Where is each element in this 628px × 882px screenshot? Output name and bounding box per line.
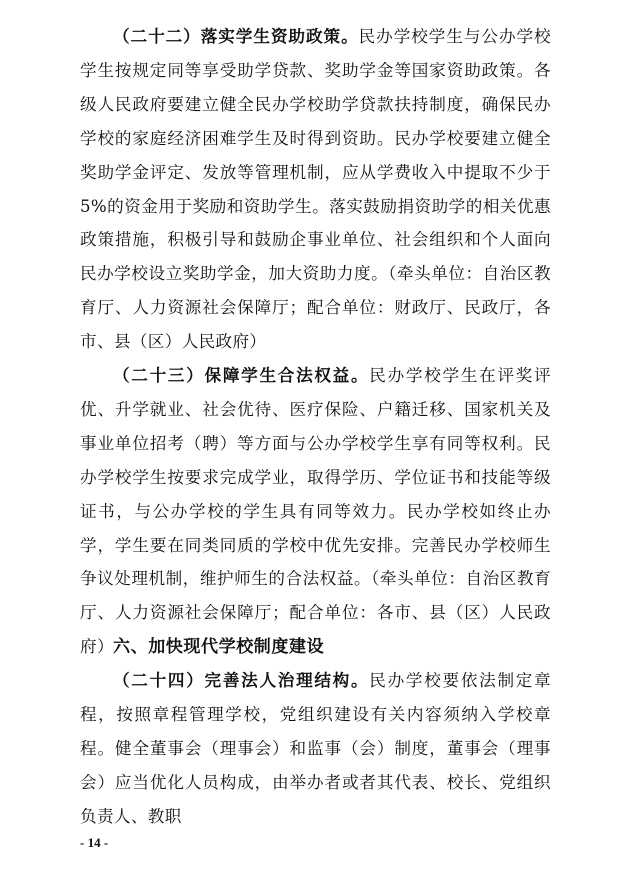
paragraph-governance-structure bbox=[80, 664, 551, 834]
paragraph-body: 民办学校学生在评奖评优、升学就业、社会优待、医疗保险、户籍迁移、国家机关及事业单位招考（聘）等方面与公办学校学生享有同等权利。民办学校学生按要求完成学业，取得学历、学位证书和技能等级证书，与公办学校的学生具有同等效力。民办学校如终止办学，学生要在同类同质的学校中优先安排。完善民办学校师生争议处理机制，维护师生的合法权益。（牵头单位：自治区教育厅、人力资源社会保障厅；配合单位：各市、县（区）人民政府） bbox=[80, 366, 551, 657]
paragraph-heading: （二十四）完善法人治理结构。 bbox=[113, 671, 370, 690]
paragraph-body: 民办学校要依法制定章程，按照章程管理学校，党组织建设有关内容须纳入学校章程。健全董事会（理事会）和监事（会）制度，董事会（理事会）应当优化人员构成，由举办者或者其代表、校长、党组织负责人、教职 bbox=[80, 671, 551, 826]
paragraph-heading: （二十二）落实学生资助政策。 bbox=[113, 27, 359, 46]
paragraph-student-rights bbox=[80, 359, 551, 664]
page-number: - 14 - bbox=[80, 835, 109, 850]
paragraph-heading: （二十三）保障学生合法权益。 bbox=[113, 366, 370, 385]
paragraph-body: 民办学校学生与公办学校学生按规定同等享受助学贷款、奖助学金等国家资助政策。各级人民政府要建立健全民办学校助学贷款扶持制度，确保民办学校的家庭经济困难学生及时得到资助。民办学校要建立健全奖助学金评定、发放等管理机制，应从学费收入中提取不少于 5%的资金用于奖励和资助学生。落实鼓励捐资助学的相关优惠政策措施，积极引导和鼓励企事业单位、社会组织和个人面向民办学校设立奖助学金，加大资助力度。（牵头单位：自治区教育厅、人力资源社会保障厅；配合单位：财政厅、民政厅，各市、县（区）人民政府） bbox=[80, 27, 551, 352]
paragraph-student-aid-policy bbox=[80, 20, 551, 359]
section-heading: 六、加快现代学校制度建设 bbox=[113, 637, 325, 657]
